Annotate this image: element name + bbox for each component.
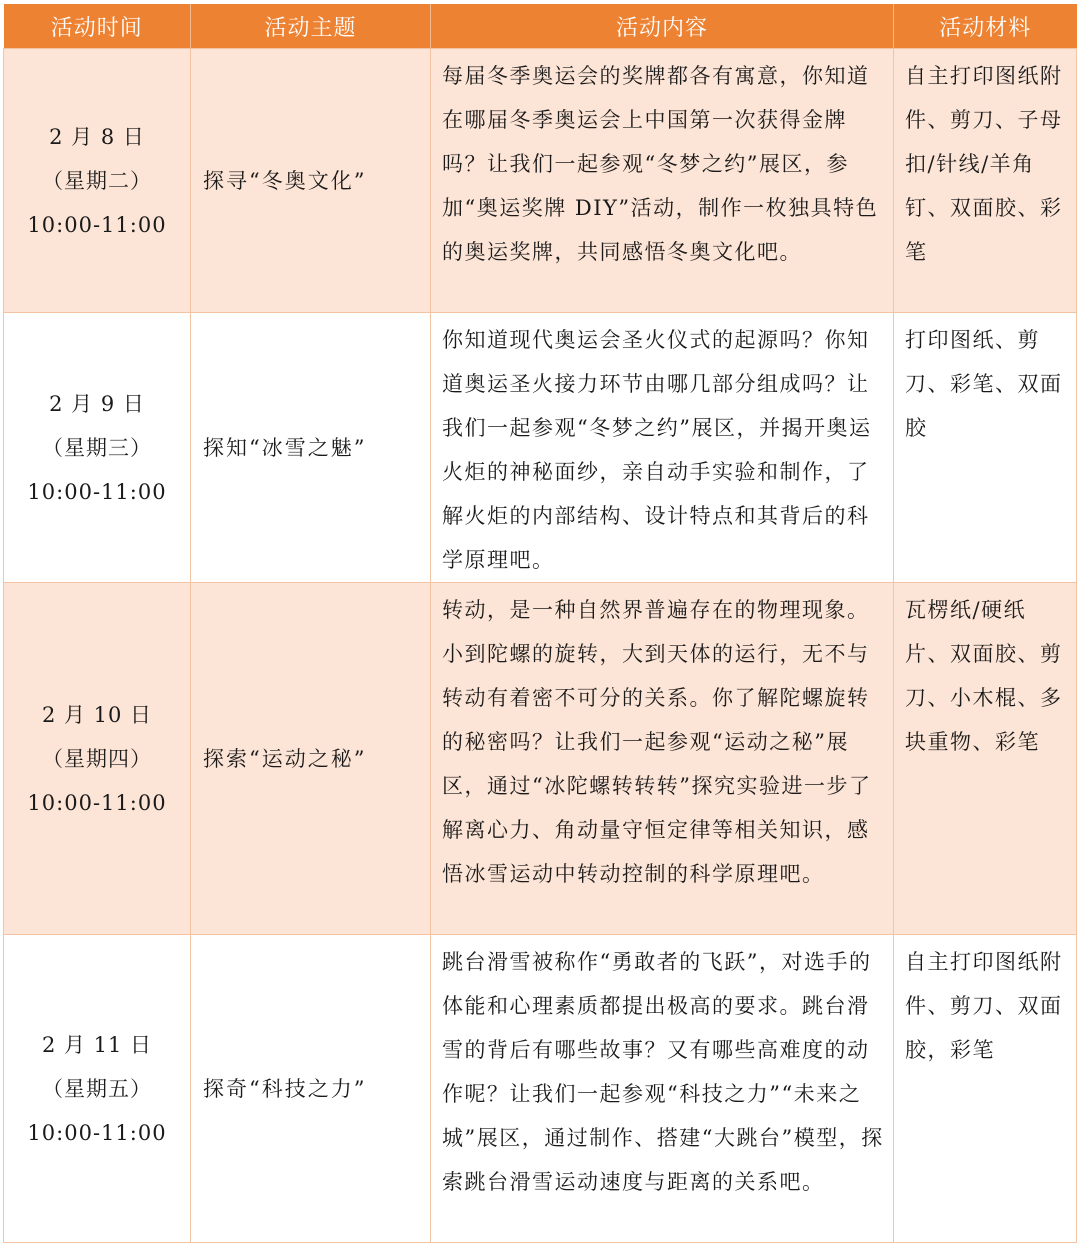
theme-cell: 探索“运动之秘”	[191, 583, 431, 935]
content-cell: 你知道现代奥运会圣火仪式的起源吗？你知道奥运圣火接力环节由哪几部分组成吗？让我们一起参观“冬梦之约”展区，并揭开奥运火炬的神秘面纱，亲自动手实验和制作，了解火炬的内部结构、设计特点和其背后的科学原理吧。	[431, 313, 894, 583]
date-text: 2 月 8 日	[49, 124, 145, 149]
schedule-table-wrapper	[3, 4, 1076, 1243]
theme-cell: 探奇“科技之力”	[191, 935, 431, 1243]
date-text: 2 月 10 日	[41, 702, 153, 727]
theme-cell: 探知“冰雪之魅”	[191, 313, 431, 583]
content-cell: 跳台滑雪被称作“勇敢者的飞跃”，对选手的体能和心理素质都提出极高的要求。跳台滑雪的背后有哪些故事？又有哪些高难度的动作呢？让我们一起参观“科技之力”“未来之城”展区，通过制作、搭建“大跳台”模型，探索跳台滑雪运动速度与距离的关系吧。	[431, 935, 894, 1243]
weekday-text: （星期五）	[42, 1076, 152, 1101]
time-cell	[4, 935, 191, 1243]
header-materials: 活动材料	[894, 4, 1077, 49]
theme-cell: 探寻“冬奥文化”	[191, 49, 431, 313]
date-text: 2 月 11 日	[41, 1032, 153, 1057]
header-theme: 活动主题	[191, 4, 431, 49]
header-content: 活动内容	[431, 4, 894, 49]
content-cell: 每届冬季奥运会的奖牌都各有寓意，你知道在哪届冬季奥运会上中国第一次获得金牌吗？让我们一起参观“冬梦之约”展区，参加“奥运奖牌 DIY”活动，制作一枚独具特色的奥运奖牌，共同感悟冬奥文化吧。	[431, 49, 894, 313]
weekday-text: （星期三）	[42, 435, 152, 460]
table-row	[4, 313, 1077, 583]
time-cell	[4, 49, 191, 313]
activity-schedule-table	[3, 4, 1077, 1243]
table-row	[4, 49, 1077, 313]
header-time: 活动时间	[4, 4, 191, 49]
date-text: 2 月 9 日	[49, 391, 145, 416]
weekday-text: （星期二）	[42, 168, 152, 193]
hours-text: 10:00-11:00	[27, 790, 167, 815]
table-row	[4, 583, 1077, 935]
weekday-text: （星期四）	[42, 746, 152, 771]
table-row	[4, 935, 1077, 1243]
materials-cell: 瓦楞纸/硬纸片、双面胶、剪刀、小木棍、多块重物、彩笔	[894, 583, 1077, 935]
content-cell: 转动，是一种自然界普遍存在的物理现象。小到陀螺的旋转，大到天体的运行，无不与转动有着密不可分的关系。你了解陀螺旋转的秘密吗？让我们一起参观“运动之秘”展区，通过“冰陀螺转转转”探究实验进一步了解离心力、角动量守恒定律等相关知识，感悟冰雪运动中转动控制的科学原理吧。	[431, 583, 894, 935]
hours-text: 10:00-11:00	[27, 1120, 167, 1145]
materials-cell: 自主打印图纸附件、剪刀、双面胶，彩笔	[894, 935, 1077, 1243]
materials-cell: 自主打印图纸附件、剪刀、子母扣/针线/羊角钉、双面胶、彩笔	[894, 49, 1077, 313]
table-header-row	[4, 4, 1077, 49]
hours-text: 10:00-11:00	[27, 212, 167, 237]
time-cell	[4, 583, 191, 935]
materials-cell: 打印图纸、剪刀、彩笔、双面胶	[894, 313, 1077, 583]
time-cell	[4, 313, 191, 583]
hours-text: 10:00-11:00	[27, 479, 167, 504]
